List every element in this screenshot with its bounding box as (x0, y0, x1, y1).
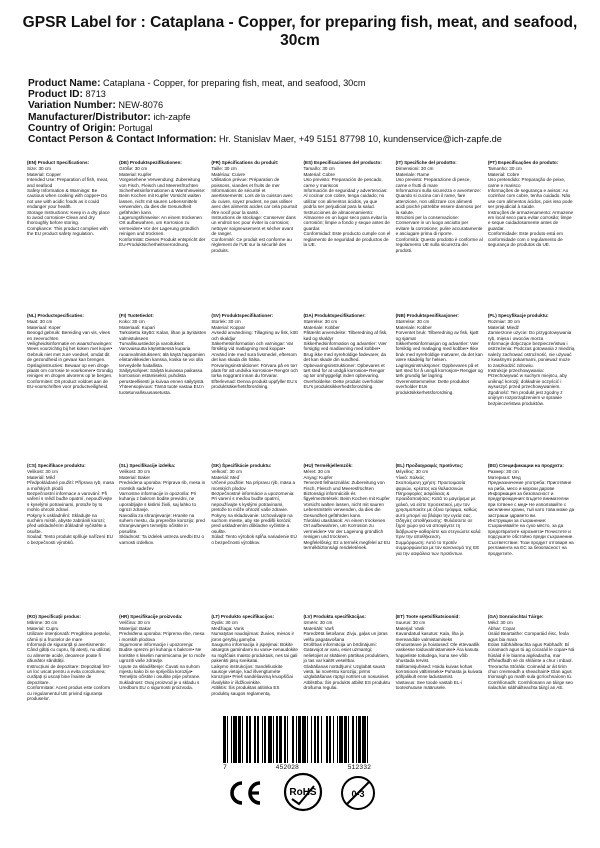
spec-heading: (BG) Спецификации на продукта: (487, 463, 564, 468)
spec-heading: (LT) Produkto specifikacijos: (211, 614, 275, 619)
spec-line: Uso pretendido: Preparação de peixe, carne e marisco (487, 177, 566, 188)
spec-line: Vorgesehene Verwendung: Zubereitung von Fisch, Fleisch und Meeresfrüchten (119, 177, 201, 188)
spec-line: Uso previsto: Preparación de pescado, carne y mariscos (303, 177, 383, 188)
spec-line: Sikkerhetsinformasjon og advarsler: Vær forsiktig ved matlaging med kobber• Ikke bruk med syreholdige matvarer, da det kan være skadelig for helsen. (395, 341, 483, 363)
spec-line: Rozmiar: 30 cm (487, 319, 520, 325)
spec-line: Tamanho: 30 cm (487, 166, 522, 172)
spec-heading: (NL) Productspecificaties: (27, 313, 84, 318)
spec-line: Eolas Sábháilteachta agus Rabhadh: Bí cúramach agus tú ag cócaráil le copar• Ná húsáid é le bianna aigéadacha, mar d'fhéadfadh sé do shláinte a chur i mbaol. (487, 642, 575, 664)
spec-line: Drošības informācija un brīdinājumi: Gatavojot ar varu, esiet uzmanīgi; nelietojiet ar skābiem pārtikas produktiem, jo tas var kaitēt veselībai. (303, 642, 390, 664)
spec-line: Maat: 30 cm (27, 319, 53, 325)
spec-line: Lagerungshinweise: An einem trockenen Ort aufbewahren, um Korrosion zu vermeiden• Vor der Lagerung gründlich reinigen und trocknen. (119, 215, 202, 237)
info-row (28, 112, 588, 123)
spec-heading: (CS) Specifikace produktu: (27, 463, 86, 468)
spec-line: Material: Cobre (487, 171, 520, 177)
spec-line: Sicherheitsinformationen & Warnhinweise: Beim Kochen mit Kupfer Vorsicht walten lassen, nicht mit sauren Lebensmitteln verwenden, da dies die Gesundheit gefährden kann. (119, 188, 206, 215)
spec-block (211, 160, 298, 253)
spec-line: Opslaginstructies: Bewaar op een droge plaats om corrosie te voorkomen• Grondig reinigen en drogen alvorens op te bergen. (27, 362, 113, 379)
spec-block (488, 160, 575, 253)
info-label: Country of Origin: (28, 122, 116, 134)
spec-line: Conformité: Ce produit est conforme au règlement de l'UE sur la sécurité des produits. (211, 236, 292, 253)
spec-block (119, 614, 206, 702)
spec-line: Veľkosť: 30 cm (211, 469, 242, 475)
spec-block (488, 313, 575, 406)
spec-block (303, 160, 390, 253)
info-value: 8713 (85, 89, 106, 100)
spec-line: Turvallisuustiedot ja varoitukset: Varovaisuutta käytettäessä kuparia ruoanvalmistukseen; älä käytä happamien elintarvikkeiden kanssa, koska se voi olla terveydelle haitallista. (119, 341, 205, 368)
spec-line: Méid: 30 cm (487, 620, 513, 626)
spec-line: Säilytysohjeet: Säilytä kuivassa paikassa korroosion estämiseksi; puhdista perusteellisesti ja kuivaa ennen säilytystä. (119, 368, 205, 384)
spec-line: Μέγεθος: 30 cm (395, 469, 429, 475)
product-info (28, 78, 588, 145)
spec-line: Beoogd gebruik: Bereiding van vis, vlees en zeevruchten (27, 330, 110, 341)
spec-line: Safety Information & Warnings: Be cautious when cooking with copper• Do not use with acidic foods as it could endanger your health. (27, 188, 108, 210)
compliance-symbols (225, 770, 375, 820)
spec-block (211, 463, 298, 556)
spec-line: Størrelse: 30 cm (303, 319, 338, 325)
spec-line: Informações de segurança e avisos: Ao cozinhar com cobre, tenha cuidado. Não use com alimentos ácidos, pois isso pode ser prejudicial à saúde. (487, 188, 573, 210)
spec-line: Instrucțiuni de depozitare: Depozitați într-un loc uscat pentru a evita coroziunea; curățați și uscați bine înainte de depozitare. (27, 663, 111, 685)
spec-heading: (SV) Produktspecifikationer: (211, 313, 274, 318)
spec-block (303, 463, 390, 556)
spec-line: Säilitamisjuhised: Hoida kuivas kohas korrosiooni vältimiseks• Puhasta ja kuivata põhjalikult enne ladustamist. (395, 663, 483, 680)
spec-line: Atbilstība: Šis produkts atbilst ES produktu drošuma regulai. (303, 679, 391, 691)
spec-line: Forventet bruk: Tilberedning av fisk, kjøtt og sjømat (395, 330, 479, 341)
spec-line: Efterlevnad: Denna produkt uppfyller EU:s produktsäkerhetsförordning. (211, 378, 298, 390)
spec-block (27, 313, 114, 406)
spec-line: Предназначение употреба: Приготвяне на риба, месо и морски дарове (487, 480, 572, 491)
spec-row (27, 313, 575, 406)
spec-heading: (DE) Produktspezifikationen: (119, 160, 182, 165)
spec-line: Инструкции за съхранение: Съхранявайте на сухо място, за да предотвратите корозията• Почистете и подсушете обстойно преди съхранение. (487, 518, 574, 540)
spec-heading: (NB) Produktspesifikasjoner: (395, 313, 459, 318)
spec-line: Konformität: Dieses Produkt entspricht der EU-Produktsicherheitsverordnung. (119, 236, 206, 248)
spec-line: Paredzētā lietošana: Zivju, gaļas un jūras velšu pagatavošana (303, 631, 388, 642)
spec-line: Treoracha Stórála: Coimeád ar áit tirim chun creimeadh a sheachaint• Glan agus triomaigh go maith sula gcríochnaíonn tú. (487, 663, 573, 680)
spec-line: Información de seguridad y advertencias: Al cocinar con cobre, tenga cuidado; no utilizar con alimentos ácidos, ya que podría ser perjudicial para la salud. (303, 188, 388, 210)
info-row (28, 134, 588, 145)
spec-line: Sikkerhedsinformation og advarsler: Vær forsigtig ved madlavning med kobber• Brug ikke med syreholdige fødevarer, da det kan skade din sundhed. (303, 341, 387, 363)
spec-line: Ábhar: Copar (487, 625, 516, 631)
info-label: Contact Person & Contact Information: (28, 134, 217, 146)
spec-line: Úsáid Beartaithe: Comparáid éisc, feola agus bia mara (487, 631, 569, 642)
spec-block (211, 614, 298, 702)
spec-line: Materiał: Miedź (487, 324, 519, 330)
spec-line: Συμμόρφωση: Αυτό το προϊόν συμμορφώνεται με τον κανονισμό της ΕΕ για την ασφάλεια των προϊόντων. (395, 539, 480, 556)
spec-line: Taille: 30 cm (211, 166, 237, 172)
spec-line: Bezpečnostní informace a varování: Při vaření s mědí buďte opatrní, nepoužívejte s kyselými potravinami, protože by to mohlo ohrozit zdraví. (27, 491, 113, 513)
barcode-digit-prefix: 7 (223, 764, 227, 771)
spec-line: Conformiteit: Dit product voldoet aan de EU-voorschriften voor productveiligheid. (27, 378, 109, 390)
spec-block (27, 614, 114, 702)
spec-line: Materiaali: Kupari (119, 324, 155, 330)
spec-line: Laikymo instrukcijos: Sandėliuokite sausoje vietoje, kad išvengtumėte korozijos• Prieš sandėliavimą kruopščiai išvalykite ir išdžiovinkite. (211, 663, 293, 685)
spec-line: Materiale: Kobber (303, 324, 340, 330)
spec-line: Lagringsinstruksjoner: Oppbevares på et tørt sted for å unngå korrosjon• Rengjør og tørk grundig før lagring. (395, 362, 483, 379)
spec-line: Größe: 30 cm (119, 166, 148, 172)
spec-line: Upute za skladištenje: Čuvati na suhom mjestu kako bi se spriječila korozija• Temeljito očistite i osušite prije pohrane. (119, 663, 201, 680)
spec-line: Yhteensopivuus: Tämä tuote vastaa EU:n tuoteturvallisuusasetusta. (119, 384, 204, 395)
spec-heading: (RO) Specificații produs: (27, 614, 81, 619)
spec-line: Instructions de stockage: Conserver dans un endroit sec pour éviter la corrosion; nettoyer soigneusement et sécher avant de ranger. (211, 215, 296, 237)
spec-line: Съответствие: Този продукт отговаря на регламента на ЕС за безопасност на продуктите. (487, 539, 574, 556)
spec-line: Comhlíonadh: Comhlíonann an táirge seo rialachán sábháilteachta táirgí an AE. (487, 679, 573, 691)
spec-line: Material: Koppar (211, 324, 246, 330)
barcode-bars (223, 716, 371, 763)
spec-line: Информация за безопасност и предупреждения: Бъдете внимателни при готвене с мед• Не използвайте с киселинни храни, тъй като това може да застраши здравето ви. (487, 491, 575, 518)
spec-line: Säkerhetsinformation och varningar: Var försiktig vid matlagning med koppar• Använd inte med sura livsmedel, eftersom det kan skada din hälsa. (211, 341, 297, 363)
spec-line: Matériau: Cuivre (211, 171, 246, 177)
spec-block (303, 614, 390, 702)
age-label: 0-3 (351, 789, 365, 799)
spec-line: Material: Cupru (27, 625, 59, 631)
spec-row (27, 614, 575, 702)
spec-line: Σκοπούμενη χρήση: Προετοιμασία ψαριών, κρέατος και θαλασσινών (395, 480, 466, 491)
spec-line: Megfelelőség: Ez a termék megfelel az EU termékbiztonsági rendeletének. (303, 539, 391, 551)
spec-line: Informații de siguranță și avertismente: Când gătiți cu cupru, fiți atenți, nu utilizați cu alimente acide, deoarece poate fi dăunător sănătății. (27, 642, 111, 664)
spec-line: Sukladnost: Ovaj proizvod je u skladu s Uredbom EU o sigurnosti proizvoda. (119, 679, 200, 691)
spec-line: Varnostne informacije in opozorila: Pri kuhanju z bakrom bodite previdni, ne uporabljajte s kislimi živili, saj lahko to ogrozi zdravje. (119, 491, 197, 513)
spec-line: Materiale: Kobber (395, 324, 432, 330)
spec-line: Vastavus: See toode vastab EL-i tooteohutuse määrusele. (395, 679, 462, 691)
spec-line: Conformitate: Acest produs este conform cu regulamentul UE privind siguranța produselor. (27, 685, 111, 702)
spec-line: Pokyny na skladovanie: Uchovávajte na suchom mieste, aby ste predišli korózii; pred uskladnením dôkladne vyčistite a osušte. (211, 512, 293, 534)
spec-line: Material: Baker (119, 474, 151, 480)
spec-line: Velikost: 30 cm (27, 469, 58, 475)
page-title: GPSR Label for : Cataplana - Copper, for preparing fish, meat, and seafood, 30cm (22, 14, 578, 49)
spec-line: Πληροφορίες ασφάλειας & προειδοποιήσεις: Κατά το μαγείρεμα με χαλκό, να είστε προσεκτικοί, μην τον χρησιμοποιείτε με όξινα τρόφιμα, καθώς αυτό μπορεί να βλάψει την υγεία σας. (395, 491, 478, 518)
spec-line: Overholdelse: Dette produkt overholder EU's produktsikkerhedsforordning. (303, 378, 384, 390)
spec-heading: (SL) Specifikacije izdelka: (119, 463, 176, 468)
spec-row (27, 463, 575, 556)
spec-heading: (SK) Špecifikácie produktu: (211, 463, 272, 468)
spec-line: Anyag: Kupfer (303, 474, 333, 480)
spec-heading: (PT) Especificações do produto: (487, 160, 559, 165)
spec-line: Bezpečnostné informácie a upozornenia: Pri varení s meďou buďte opatrní, nepoužívajte s kyslými potravinami, pretože to môže ohroziť vaše zdravie. (211, 491, 295, 513)
spec-heading: (PL) Specyfikacje produktu: (487, 313, 549, 318)
info-label: Product Name: (28, 78, 101, 89)
spec-line: Istruzioni per la conservazione: Conservare in un luogo asciutto per evitare la corrosione; pulire accuratamente e asciugare prima di riporre. (395, 215, 483, 237)
spec-block (303, 313, 390, 406)
info-label: Product ID: (28, 89, 83, 101)
spec-line: Saugumo informacija ir įspėjimai: Būkite atsargūs gamindami su variu• nenaudokite su rūgščiais maisto produktais, nes tai gali pakenkti jūsų sveikatai. (211, 642, 298, 664)
spec-line: Förvaringsinstruktioner: Förvara på en torr plats för att undvika korrosion• Rengör och torka noggrant innan du förvarar. (211, 362, 298, 379)
spec-line: Atitiktis: Šis produktas atitinka ES produktų saugos reglamentą. (211, 685, 280, 696)
spec-line: Overensstemmelse: Dette produktet overholder EUs produktsikkerhetsforordning. (395, 378, 470, 395)
spec-line: Conformidade: Este produto está em conformidade com o regulamento de segurança de produtos da UE. (487, 231, 563, 248)
spec-line: Tárolási utasítások: An einem trockenen Ort aufbewahren, um Korrosion zu vermeiden• Vor der Lagerung gründlich reinigen und trocknen. (303, 518, 386, 540)
spec-line: Tervezett felhasználás: Zubereitung von Fisch, Fleisch und Meeresfrüchten (303, 480, 385, 491)
spec-line: Informazioni sulla sicurezza e avvertenze: Quando si cucina con il rame, fare attenzione, non utilizzare con alimenti acidi poiché potrebbe essere dannoso per la salute. (395, 188, 482, 215)
spec-line: Biztonsági információk és figyelmeztetések: Beim Kochen mit Kupfer Vorsicht walten lassen, nicht mit sauren Lebensmitteln verwenden, da dies die Gesundheit gefährden kann. (303, 491, 390, 518)
spec-line: Sigurnosne informacije i upozorenja: Budite oprezni pri kuhanju s bakrom• Ne koristite s kiselim namirnicama jer to može ugroziti vaše zdravlje. (119, 642, 206, 664)
spec-line: Skladnost: Ta izdelek ustreza uredbi EU o varnosti izdelkov. (119, 534, 205, 545)
spec-line: Conformidad: Este producto cumple con el reglamento de seguridad de productos de la UE. (303, 231, 391, 248)
spec-block (396, 313, 483, 406)
spec-block (488, 614, 575, 702)
spec-line: Soulad: Tento produkt splňuje nařízení EU o bezpečnosti výrobků. (27, 534, 113, 545)
spec-heading: (FR) Spécifications du produit: (211, 160, 279, 165)
spec-line: Kavandatud kasutus: Kala, liha ja mereandide valmistamiseks (395, 631, 464, 642)
spec-line: Instruções de armazenamento: Armazene em local seco para evitar corrosão; limpe e seque cuidadosamente antes de guardar. (487, 209, 574, 231)
spec-block (119, 313, 206, 406)
spec-line: Mărime: 30 cm (27, 620, 58, 626)
ce-mark-icon (227, 780, 263, 806)
spec-row (27, 160, 575, 253)
spec-line: Súlad: Tento výrobok spĺňa nariadenie EÚ o bezpečnosti výrobkov. (211, 534, 297, 545)
spec-line: Zgodność: Ten produkt jest zgodny z unijnym rozporządzeniem w sprawie bezpieczeństwa produktów. (487, 389, 563, 406)
spec-line: Izmērs: 30 cm (303, 620, 333, 626)
barcode-digit-left: 452028 (275, 764, 299, 771)
info-value: Hr. Stanislav Maer, +49 5151 87798 10, kundenservice@ich-zapfe.de (219, 134, 502, 145)
info-row (28, 89, 588, 100)
spec-line: Predvidena uporaba: Priprava rib, mesa in morskih sadežev (119, 480, 206, 491)
spec-line: Určené použitie: Na prípravu rýb, mäsa a morských plodov (211, 480, 296, 491)
spec-heading: (LV) Produkta specifikācijas: (303, 614, 366, 619)
spec-line: Material: Cobre (303, 171, 335, 177)
spec-line: Storlek: 30 cm (211, 319, 241, 325)
spec-line: Opbevaringsinstruktioner: Opbevares et tørt sted for at undgå korrosion• Rengør og tør omhyggeligt inden opbevaring. (303, 362, 385, 379)
spec-block (396, 614, 483, 702)
spec-line: Instrucciones de almacenamiento: Almacene en un lugar seco para evitar la corrosión; limpie a fondo y seque antes de guardar. (303, 209, 390, 231)
spec-block (27, 463, 114, 556)
spec-heading: (GA) Sonraíochtaí Táirge: (487, 614, 544, 619)
spec-line: Instrukcje przechowywania: Przechowywać w suchym miejscu, aby uniknąć korozji; dokładnie oczyścić i wysuszyć przed przechowywaniem. (487, 368, 567, 390)
spec-line: Размер: 30 cm (487, 469, 519, 475)
spec-line: Zamierzone użycie: Do przygotowywania ryb, mięsa i owoców morza (487, 330, 572, 341)
spec-block (211, 313, 298, 406)
spec-line: Storage Instructions: Keep in a dry place to avoid corrosion• Clean and dry thoroughly before storing. (27, 209, 110, 226)
barcode (223, 716, 371, 774)
spec-line: Méret: 30 cm (303, 469, 331, 475)
spec-line: Avsedd användning: Tillagning av fisk, kött och skaldjur (211, 330, 298, 341)
spec-line: Velikost: 30 cm (119, 469, 151, 475)
spec-line: Navodila za shranjevanje: Hranite na suhem mestu, da preprečite korozijo; pred shranjevanjem temeljito očistite in posušite. (119, 512, 205, 534)
spec-block (488, 463, 575, 556)
spec-line: Ohutusteave ja hoiatused: Ole ettevaatlik vaskesse toiduvalmistamisel• Ära kasuta happeliste toitudega, kuna see võib ohustada tervist. (395, 642, 480, 664)
info-value: Portugal (118, 122, 153, 133)
spec-line: Materjal: Vask (395, 625, 425, 631)
spec-heading: (ET) Toote spetsifikatsioonid: (395, 614, 460, 619)
spec-heading: (HU) Termékjellemzők: (303, 463, 353, 468)
spec-block (396, 160, 483, 253)
spec-line: Materiaal: Koper (27, 324, 61, 330)
spec-line: Compliance: This product complies with the EU product safety regulation. (27, 225, 108, 237)
spec-line: Utilisation prévue: Préparation de poissons, viandes et fruits de mer (211, 177, 280, 188)
spec-line: Material: Copper (27, 171, 61, 177)
spec-line: Medžiaga: Varis (211, 625, 244, 631)
spec-line: Numatytas naudojimas: Žuvies, mėsos ir jūros gėrybių gamyba (211, 631, 295, 642)
spec-line: Størrelse: 30 cm (395, 319, 430, 325)
info-label: Manufacturer/Distributor: (28, 111, 151, 123)
rohs-icon (283, 772, 323, 814)
info-value: ich-zapfe (153, 111, 191, 122)
spec-heading: (IT) Specifiche del prodotto: (395, 160, 457, 165)
spec-block (119, 463, 206, 556)
spec-line: Glabāšanas norādījumi: Uzglabāt sausā vietā, lai novērstu koroziju; pirms uzglabāšanas rūpīgi notīriet un nosusiniet. (303, 663, 390, 680)
info-label: Variation Number: (28, 100, 116, 112)
spec-heading: (EL) Προδιαγραφές προϊόντος: (395, 463, 464, 468)
info-row (28, 78, 588, 89)
spec-line: Uso previsto: Preparazione di pesce, carne e frutti di mare (395, 177, 471, 188)
spec-line: Utilizare intenționată: Pregătirea peștelui, cărnii și a fructelor de mare (27, 631, 111, 642)
spec-line: Material: Kupfer (119, 171, 152, 177)
spec-line: Veiligheidsinformatie en waarschuwingen: Wees voorzichtig bij het koken met koper• Gebruik niet met zure voedsel, omdat dit de gezondheid in gevaar kan brengen. (27, 341, 113, 363)
spec-line: Informacje dotyczące bezpieczeństwa i ostrzeżenia: Podczas gotowania z miedzią należy zachować ostrożność, nie używać z kwaśnymi pokarmami, ponieważ może to zaszkodzić zdrowiu. (487, 341, 575, 368)
spec-line: Materijal: Bakar (119, 625, 152, 631)
spec-line: Pokyny k uskladnění: Skladujte na suchém místě, abyste zabránili korozi; před uskladněním důkladně vyčistěte a osušte. (27, 512, 107, 534)
spec-block (27, 160, 114, 253)
spec-heading: (HR) Specifikacije proizvoda: (119, 614, 183, 619)
rohs-label: RoHS (289, 787, 317, 798)
spec-line: Size: 30 cm (27, 166, 51, 172)
spec-line: Материал: Мед (487, 474, 521, 480)
info-value: Cataplana - Copper, for preparing fish, meat, and seafood, 30cm (103, 78, 366, 88)
spec-line: Informations de sécurité et avertissements: Lors de la cuisson avec du cuivre, soyez prudent, ne pas utiliser avec des aliments acides car cela pourrait être nocif pour la santé. (211, 188, 297, 215)
spec-heading: (FI) Tuotetiedot: (119, 313, 154, 318)
spec-line: Veličina: 30 cm (119, 620, 151, 626)
spec-line: Dimensioni: 30 cm (395, 166, 434, 172)
spec-line: Påtænkt anvendelse: Tilberedning af fisk, kød og skaldyr (303, 330, 388, 341)
spec-line: Predviđena uporaba: Priprema ribe, mesa i morskih plodova (119, 631, 205, 642)
spec-line: Materiāls: Varš (303, 625, 334, 631)
barcode-digit-right: 512332 (347, 764, 371, 771)
spec-line: Οδηγίες αποθήκευσης: Φυλάσσετε σε ξηρό χώρο για να αποφύγετε τη διάβρωση• καθαρίστε και στεγνώστε καλά πριν την αποθήκευση. (395, 518, 481, 540)
spec-line: Materiál: Měď (27, 474, 56, 480)
info-row (28, 123, 588, 134)
spec-line: Conformità: Questo prodotto è conforme al regolamento UE sulla sicurezza dei prodotti. (395, 236, 483, 253)
spec-line: Suurus: 30 cm (395, 620, 426, 626)
age-0-3-warning-icon (339, 774, 377, 812)
spec-line: Intended Use: Preparation of fish, meat, and seafood (27, 177, 109, 188)
spec-line: Předpokládané použití: Příprava ryb, masa a mořských plodů (27, 480, 115, 491)
spec-line: Materiál: Meď (211, 474, 240, 480)
spec-line: Dydis: 30 cm (211, 620, 238, 626)
info-value: NEW-8076 (118, 100, 164, 111)
spec-heading: (ES) Especificaciones del producto: (303, 160, 382, 165)
spec-block (119, 160, 206, 253)
spec-block (396, 463, 483, 556)
spec-line: Koko: 30 cm (119, 319, 145, 325)
spec-line: Tarkoitettu käyttö: Kalan, lihan ja äyriäisten valmistukseen (119, 330, 207, 341)
spec-line: Tamaño: 30 cm (303, 166, 335, 172)
info-row (28, 100, 588, 111)
spec-heading: (EN) Product Specifications: (27, 160, 90, 165)
spec-heading: (DA) Produktspecifikationer: (303, 313, 366, 318)
spec-line: Υλικό: Χαλκός (395, 474, 425, 480)
spec-line: Materiale: Rame (395, 171, 430, 177)
